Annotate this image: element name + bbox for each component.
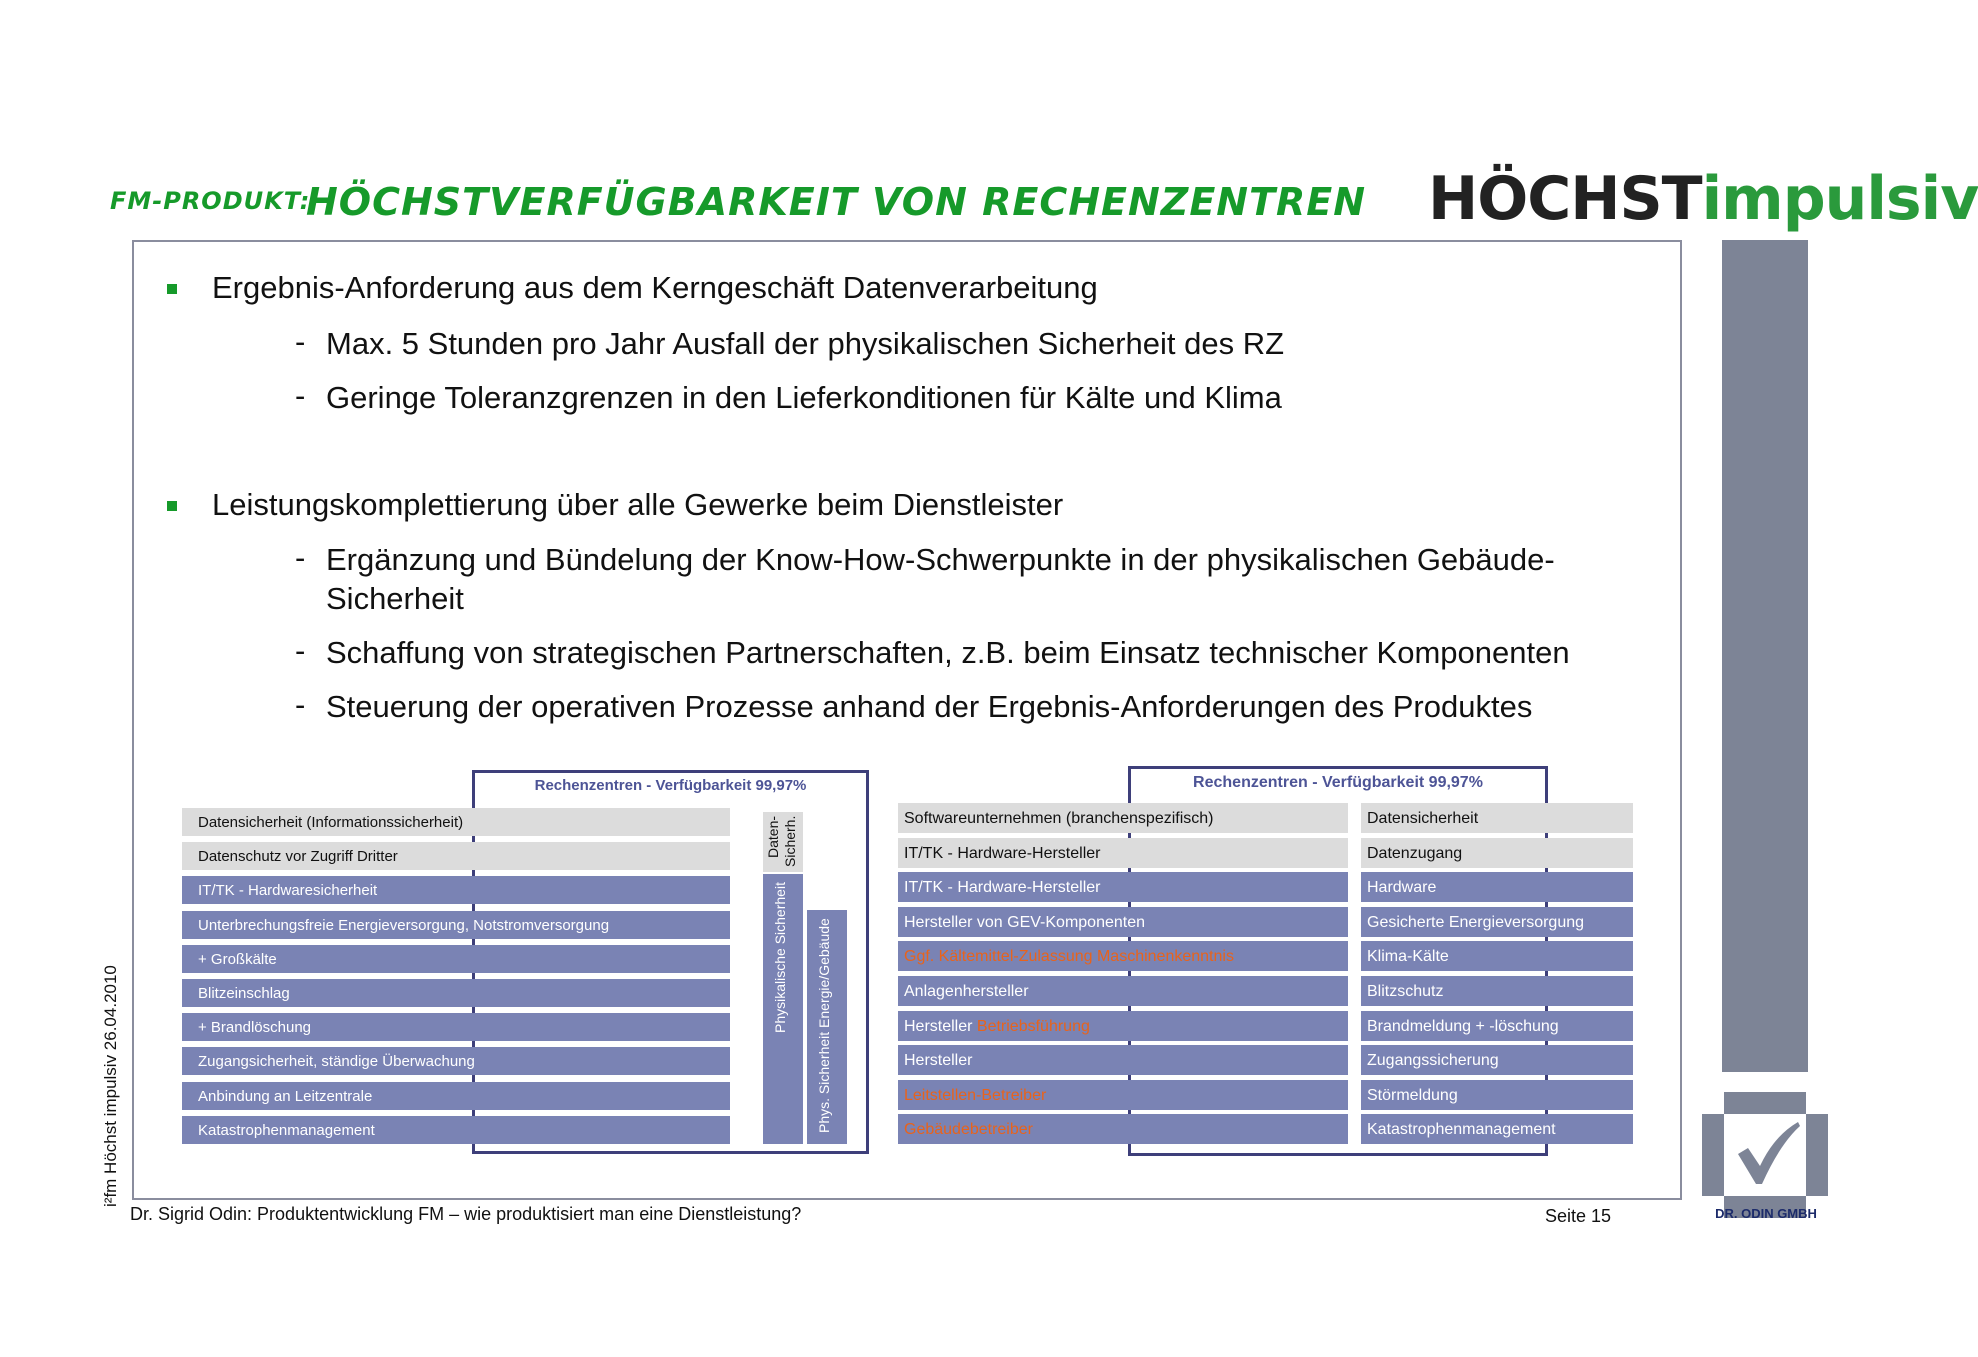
physical-security-label: Physikalische Sicherheit (772, 882, 788, 1033)
provider-text: Anlagenhersteller (904, 983, 1029, 1000)
provider-row (898, 803, 1348, 833)
bullet-text: Leistungskomplettierung über alle Gewerke beim Dienstleister (212, 487, 1064, 522)
sub-bullet-text: Max. 5 Stunden pro Jahr Ausfall der physikalischen Sicherheit des RZ (326, 326, 1285, 361)
requirement-row: Katastrophenmanagement (182, 1116, 730, 1144)
dash-icon: - (295, 687, 306, 722)
daten-sicherheit-label: Daten- Sicherh. (765, 816, 798, 868)
page-title: HÖCHSTVERFÜGBARKEIT VON RECHENZENTREN (306, 180, 1367, 224)
dash-icon: - (295, 540, 306, 575)
dash-icon: - (295, 378, 306, 413)
provider-row (898, 872, 1348, 902)
service-row: Datensicherheit (1361, 803, 1633, 833)
provider-row (898, 1011, 1348, 1041)
check-logo-icon (1702, 1092, 1828, 1218)
bullet-square-icon (167, 284, 177, 294)
provider-highlight: Leitstellen-Betreiber (904, 1086, 1047, 1104)
provider-text: Hersteller von GEV-Komponenten (904, 913, 1146, 931)
bullet-text: Ergebnis-Anforderung aus dem Kerngeschäft Datenverarbeitung (212, 270, 1098, 305)
company-name: DR. ODIN GMBH (1715, 1206, 1817, 1221)
requirement-row: Anbindung an Leitzentrale (182, 1082, 730, 1110)
page-number: Seite 15 (1545, 1206, 1612, 1226)
provider-row (898, 907, 1348, 937)
provider-text: IT/TK - Hardware-Hersteller (904, 879, 1101, 897)
requirement-row: + Großkälte (182, 945, 730, 973)
provider-row (898, 1045, 1348, 1075)
service-row: Blitzschutz (1361, 976, 1633, 1006)
right-box-title: Rechenzentren - Verfügbarkeit 99,97% (1193, 774, 1483, 791)
physical-security-column (763, 874, 803, 1144)
dash-icon: - (295, 633, 306, 668)
service-row: Störmeldung (1361, 1080, 1633, 1110)
energy-building-column (807, 910, 847, 1144)
bullet-square-icon (167, 501, 177, 511)
service-row: Brandmeldung + -löschung (1361, 1011, 1633, 1041)
company-logo (1428, 164, 1978, 234)
vertical-footer: i²fm Höchst impulsiv 26.04.2010 (101, 965, 120, 1207)
requirement-row: Datensicherheit (Informationssicherheit) (182, 808, 730, 836)
requirement-row: Blitzeinschlag (182, 979, 730, 1007)
provider-row (898, 941, 1348, 971)
decorative-sidebar (1722, 240, 1808, 1072)
title-prefix: FM-PRODUKT: (110, 187, 311, 215)
daten-sicherheit-column (763, 812, 803, 872)
provider-row (898, 1114, 1348, 1144)
sub-bullet-text: Geringe Toleranzgrenzen in den Lieferkonditionen für Kälte und Klima (326, 380, 1282, 415)
provider-row (898, 976, 1348, 1006)
provider-row (898, 1080, 1348, 1110)
logo-part2: impulsiv (1701, 164, 1978, 234)
service-row: Klima-Kälte (1361, 941, 1633, 971)
requirement-row: Zugangsicherheit, ständige Überwachung (182, 1047, 730, 1075)
logo-part1: HÖCHST (1428, 164, 1702, 234)
provider-row (898, 838, 1348, 868)
provider-highlight: Gebäudebetreiber (904, 1121, 1033, 1139)
provider-text: Hersteller (904, 1017, 977, 1035)
requirement-row: IT/TK - Hardwaresicherheit (182, 876, 730, 904)
requirement-row: Datenschutz vor Zugriff Dritter (182, 842, 730, 870)
provider-text: Softwareunternehmen (branchenspezifisch) (904, 810, 1214, 827)
service-row: Datenzugang (1361, 838, 1633, 868)
energy-building-label: Phys. Sicherheit Energie/Gebäude (816, 918, 832, 1133)
footer-title: Dr. Sigrid Odin: Produktentwicklung FM – wie produktisiert man eine Dienstleistung? (130, 1204, 802, 1224)
dash-icon: - (295, 324, 306, 359)
provider-highlight: Ggf. Kältemittel-Zulassung Maschinenkenntnis (904, 948, 1234, 966)
sub-bullet-text: Steuerung der operativen Prozesse anhand der Ergebnis-Anforderungen des Produktes (326, 689, 1533, 724)
service-row: Katastrophenmanagement (1361, 1114, 1633, 1144)
service-row: Zugangssicherung (1361, 1045, 1633, 1075)
service-row: Hardware (1361, 872, 1633, 902)
sub-bullet-text: Schaffung von strategischen Partnerschaften, z.B. beim Einsatz technischer Komponenten (326, 635, 1570, 670)
requirement-row: Unterbrechungsfreie Energieversorgung, Notstromversorgung (182, 911, 730, 939)
provider-text: Hersteller (904, 1052, 973, 1070)
provider-highlight: Betriebsführung (976, 1017, 1090, 1035)
provider-text: IT/TK - Hardware-Hersteller (904, 844, 1101, 862)
requirement-row: + Brandlöschung (182, 1013, 730, 1041)
service-row: Gesicherte Energieversorgung (1361, 907, 1633, 937)
sub-bullet-text: Ergänzung und Bündelung der Know-How-Schwerpunkte in der physikalischen Gebäude-Sicherheit (326, 542, 1555, 616)
left-box-title: Rechenzentren - Verfügbarkeit 99,97% (534, 777, 807, 794)
